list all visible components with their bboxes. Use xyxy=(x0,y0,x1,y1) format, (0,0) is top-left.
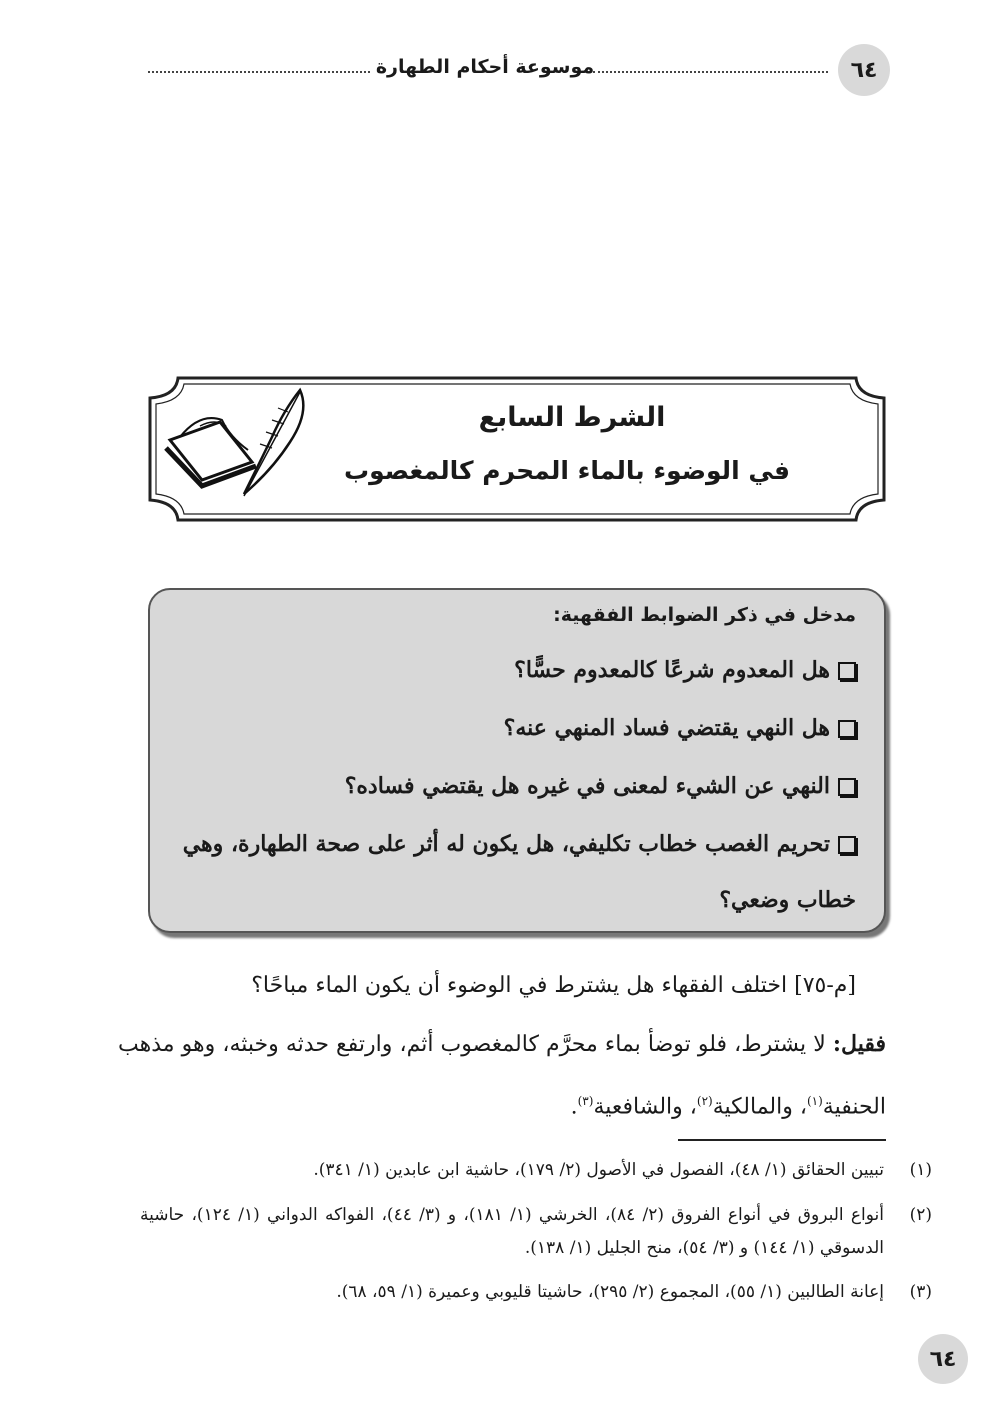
opinion-lead: فقيل: xyxy=(832,1031,886,1057)
checkbox-icon xyxy=(838,662,856,680)
running-header xyxy=(145,44,890,96)
footnote-text: أنواع البروق في أنواع الفروق (٢/ ٨٤)، الخرشي (١/ ١٨١)، و (٣/ ٤٤)، الفواكه الدواني (١/ ١٢٤)، حاشية الدسوقي (١/ ١٤٤) و (٣/ ٥٤)، منح الجليل (١/ ١٣٨). xyxy=(140,1205,884,1258)
footnote-number: (١) xyxy=(909,1160,932,1180)
chapter-title: الشرط السابع xyxy=(478,402,666,433)
footer-page-number: ٦٤ xyxy=(918,1334,968,1384)
header-dotted-rule-left xyxy=(148,71,370,73)
rule-item: النهي عن الشيء لمعنى في غيره هل يقتضي فساده؟ xyxy=(345,758,856,814)
footnote-number: (٢) xyxy=(909,1205,932,1225)
rule-item: هل المعدوم شرعًا كالمعدوم حسًّا؟ xyxy=(514,642,856,698)
paragraph-first-opinion: فقيل: لا يشترط، فلو توضأ بماء محرَّم كالمغصوب أثم، وارتفع حدثه وخبثه، وهو مذهب الحنفية$^{(١)}$، والمالكية$^{(٢)}$، والشافعية$^{(٣)}$. xyxy=(118,1031,886,1120)
rules-heading: مدخل في ذكر الضوابط الفقهية: xyxy=(553,604,856,626)
chapter-subtitle: في الوضوء بالماء المحرم كالمغصوب xyxy=(343,456,791,485)
footnote-text: إعانة الطالبين (١/ ٥٥)، المجموع (٢/ ٢٩٥)، حاشيتا قليوبي وعميرة (١/ ٥٩، ٦٨). xyxy=(336,1282,884,1302)
rule-item: تحريم الغصب خطاب تكليفي، هل يكون له أثر على صحة الطهارة، وهي خطاب وضعي؟ xyxy=(182,831,856,913)
jurisprudence-rules-box xyxy=(148,588,886,933)
footnote xyxy=(140,1199,932,1265)
footnote-ref[interactable]: (٣) xyxy=(577,1094,594,1108)
footnote-separator xyxy=(678,1139,886,1141)
paragraph-issue: [م-٧٥] اختلف الفقهاء هل يشترط في الوضوء أن يكون الماء مباحًا؟ xyxy=(251,973,856,998)
footnote-text: تبيين الحقائق (١/ ٤٨)، الفصول في الأصول (٢/ ١٧٩)، حاشية ابن عابدين (١/ ٣٤١). xyxy=(313,1160,884,1180)
header-dotted-rule-right xyxy=(593,71,828,73)
footnote xyxy=(140,1276,932,1309)
footnote-number: (٣) xyxy=(909,1282,932,1302)
footnote-ref[interactable]: (١) xyxy=(806,1094,823,1108)
checkbox-icon xyxy=(838,778,856,796)
footnote xyxy=(140,1154,932,1187)
footnote-ref[interactable]: (٢) xyxy=(696,1094,713,1108)
header-page-number: ٦٤ xyxy=(838,44,890,96)
book-quill-icon xyxy=(160,382,310,507)
rule-item: هل النهي يقتضي فساد المنهي عنه؟ xyxy=(504,700,856,756)
checkbox-icon xyxy=(838,720,856,738)
section-banner xyxy=(146,374,888,524)
running-title: موسوعة أحكام الطهارة xyxy=(375,56,595,78)
checkbox-icon xyxy=(838,836,856,854)
